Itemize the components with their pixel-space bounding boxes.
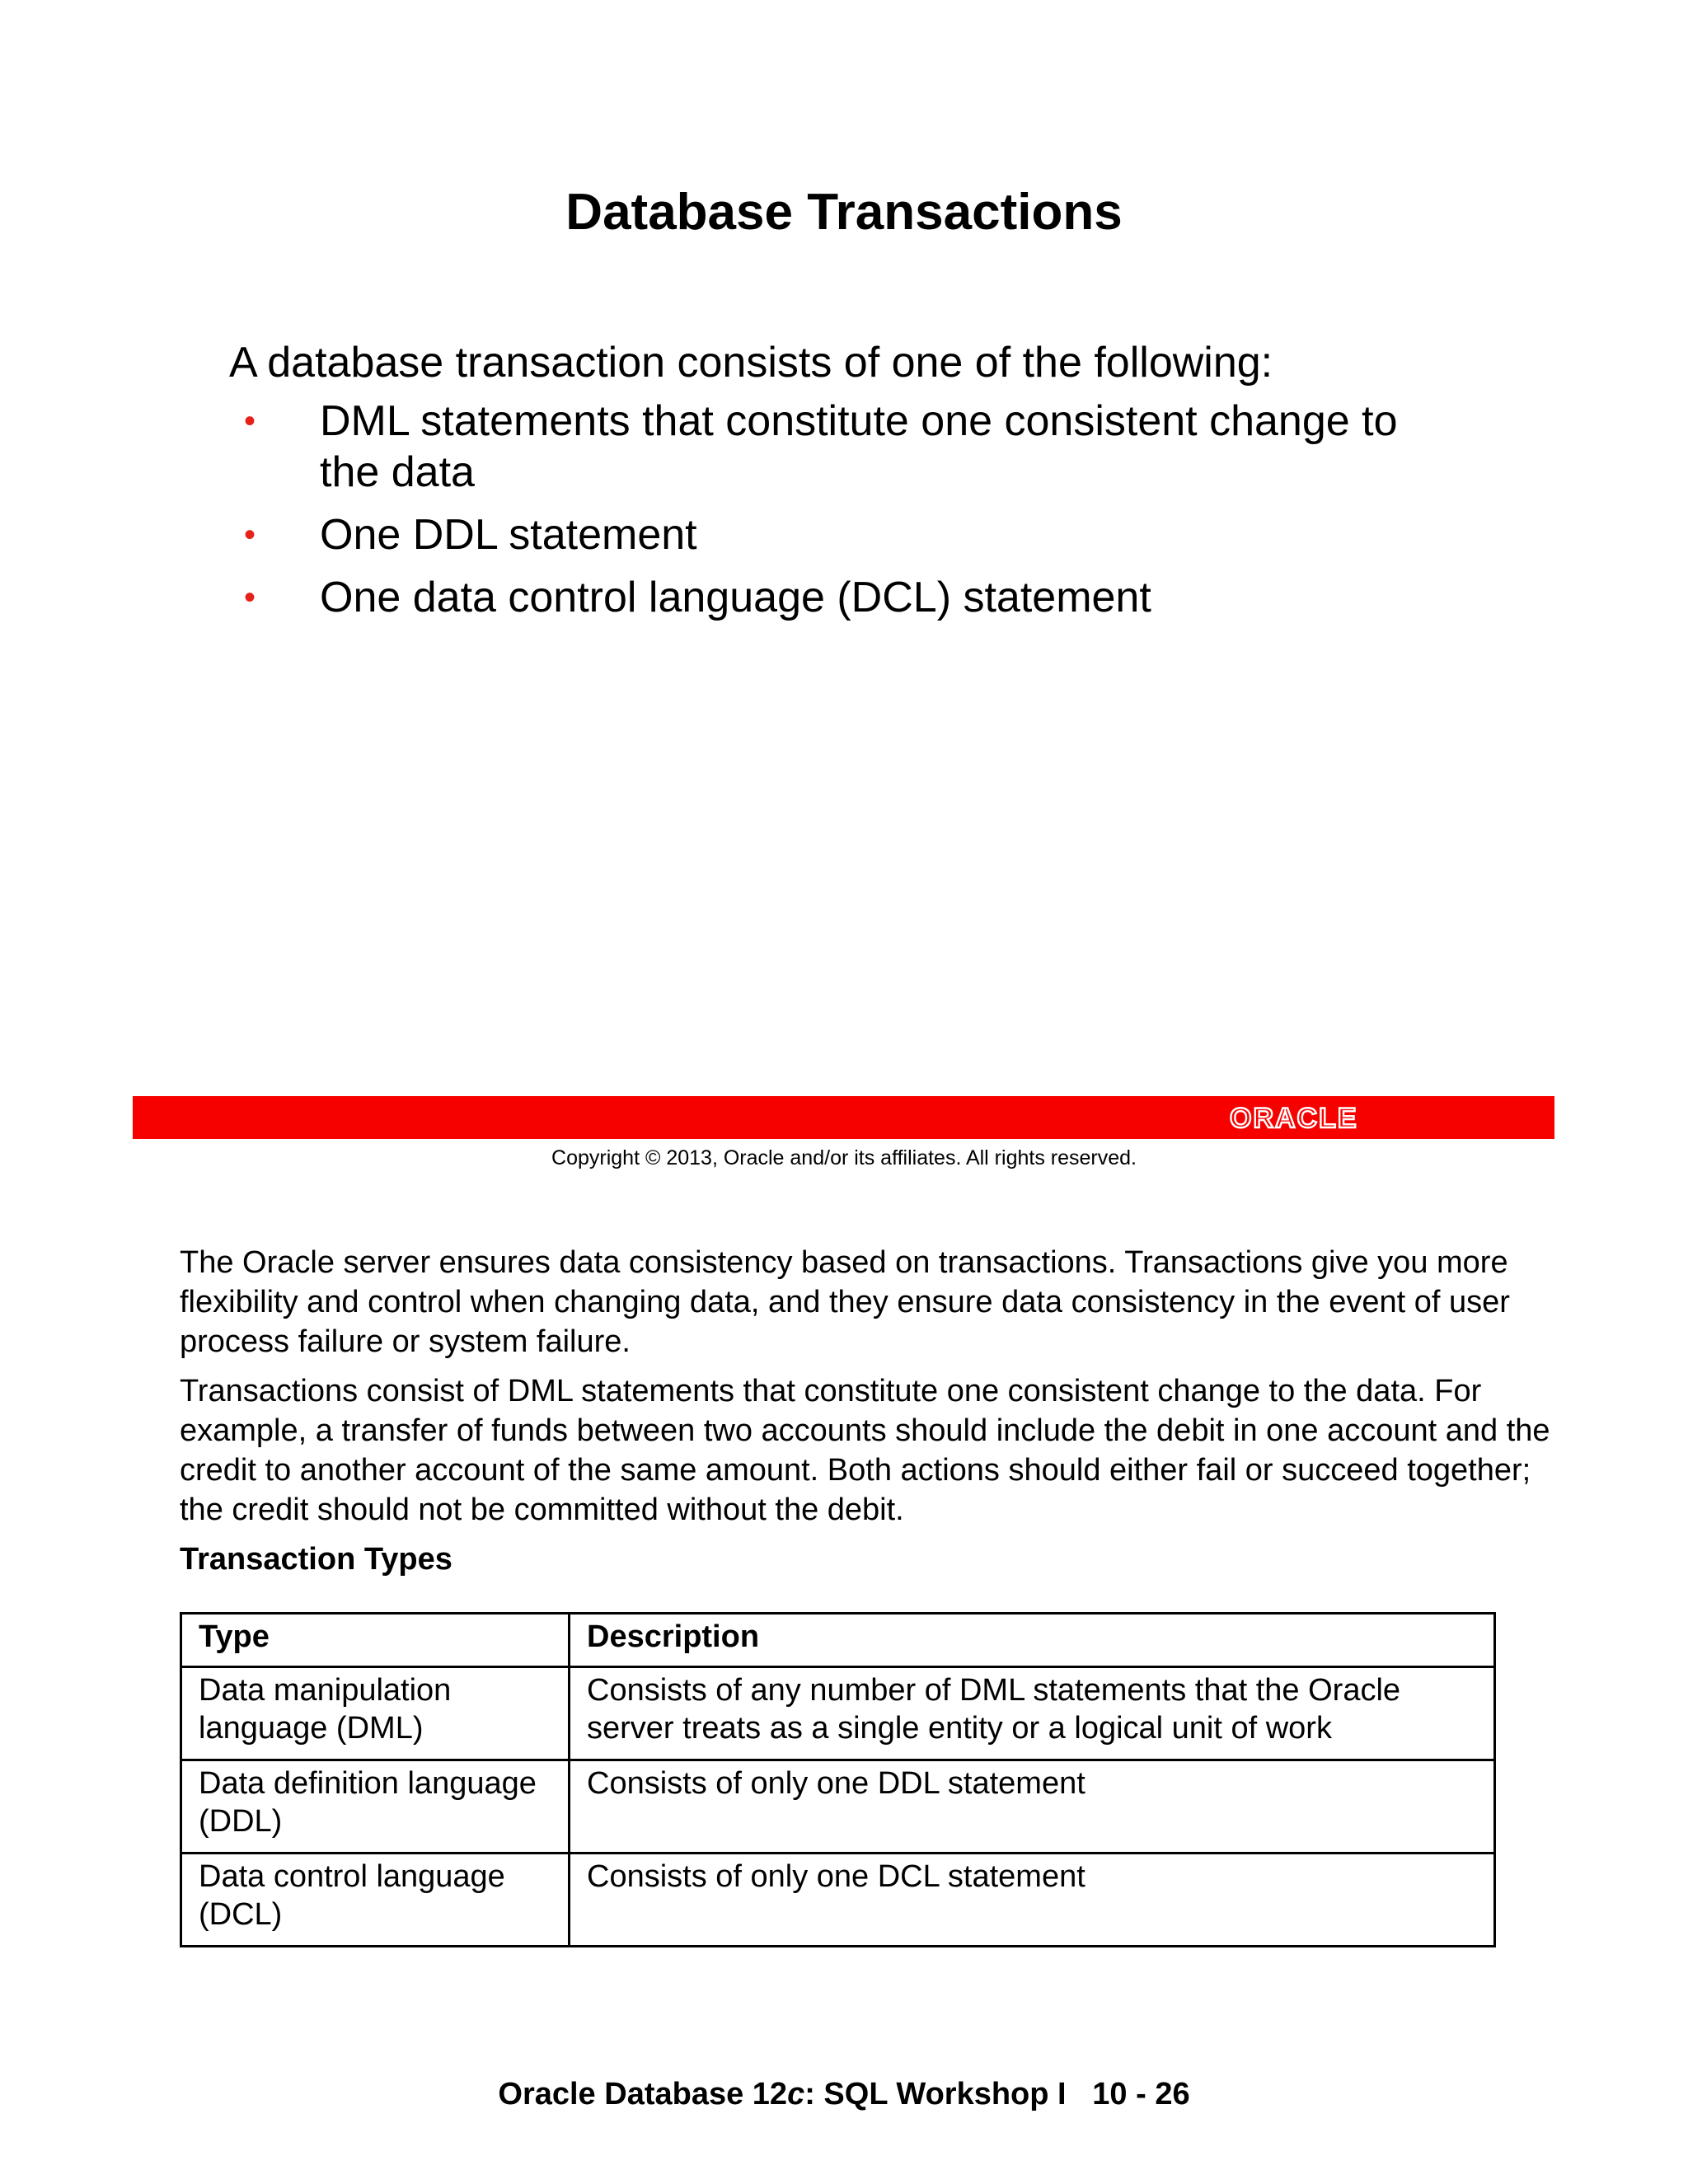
page-footer bbox=[0, 2074, 1688, 2115]
column-header: Description bbox=[570, 1614, 1495, 1667]
bullet-text: One DDL statement bbox=[320, 511, 697, 559]
notes-paragraph: Transactions consist of DML statements that constitute one consistent change to the data. For example, a transfer of funds between two accounts should include the debit in one account and the credit to another account of the same amount. Both actions should either fail or succeed together; the credit should not be committed without the debit. bbox=[180, 1374, 1550, 1527]
bullet-list bbox=[229, 396, 1449, 635]
bullet-icon: • bbox=[244, 579, 256, 616]
transaction-types-table bbox=[180, 1612, 1496, 1947]
bullet-item bbox=[229, 572, 1449, 623]
table-row bbox=[181, 1760, 1495, 1854]
page-number: 10 - 26 bbox=[1092, 2077, 1190, 2111]
slide-title: Database Transactions bbox=[565, 184, 1123, 241]
notes-paragraph: The Oracle server ensures data consistency based on transactions. Transactions give you more flexibility and control when changing data, and they ensure data consistency in the event of user process failure or system failure. bbox=[180, 1245, 1510, 1359]
table-row bbox=[181, 1854, 1495, 1947]
copyright-notice: Copyright © 2013, Oracle and/or its affiliates. All rights reserved. bbox=[551, 1146, 1137, 1169]
bullet-item bbox=[229, 396, 1449, 498]
table-header-row bbox=[181, 1614, 1495, 1667]
type-cell: Data definition language (DDL) bbox=[181, 1760, 570, 1854]
oracle-logo bbox=[1230, 1103, 1406, 1132]
description-cell: Consists of only one DCL statement bbox=[570, 1854, 1495, 1947]
bullet-text: DML statements that constitute one consistent change to the data bbox=[320, 397, 1398, 496]
notes-section bbox=[180, 1243, 1564, 1599]
oracle-banner bbox=[133, 1096, 1554, 1139]
type-cell: Data control language (DCL) bbox=[181, 1854, 570, 1947]
oracle-logo-text: ORACLE bbox=[1230, 1103, 1358, 1132]
description-cell: Consists of any number of DML statements that the Oracle server treats as a single entity or a logical unit of work bbox=[570, 1667, 1495, 1760]
bullet-text: One data control language (DCL) statement bbox=[320, 574, 1151, 621]
footer-course-prefix: Oracle Database 12 bbox=[498, 2077, 788, 2111]
type-cell: Data manipulation language (DML) bbox=[181, 1667, 570, 1760]
bullet-item bbox=[229, 509, 1449, 560]
table-row bbox=[181, 1667, 1495, 1760]
column-header: Type bbox=[181, 1614, 570, 1667]
slide-intro: A database transaction consists of one of the following: bbox=[229, 339, 1273, 387]
description-cell: Consists of only one DDL statement bbox=[570, 1760, 1495, 1854]
bullet-icon: • bbox=[244, 517, 256, 553]
footer-course-name: : SQL Workshop I bbox=[804, 2077, 1067, 2111]
footer-version-suffix: c bbox=[787, 2077, 805, 2111]
section-heading: Transaction Types bbox=[180, 1542, 452, 1577]
bullet-icon: • bbox=[244, 403, 256, 439]
